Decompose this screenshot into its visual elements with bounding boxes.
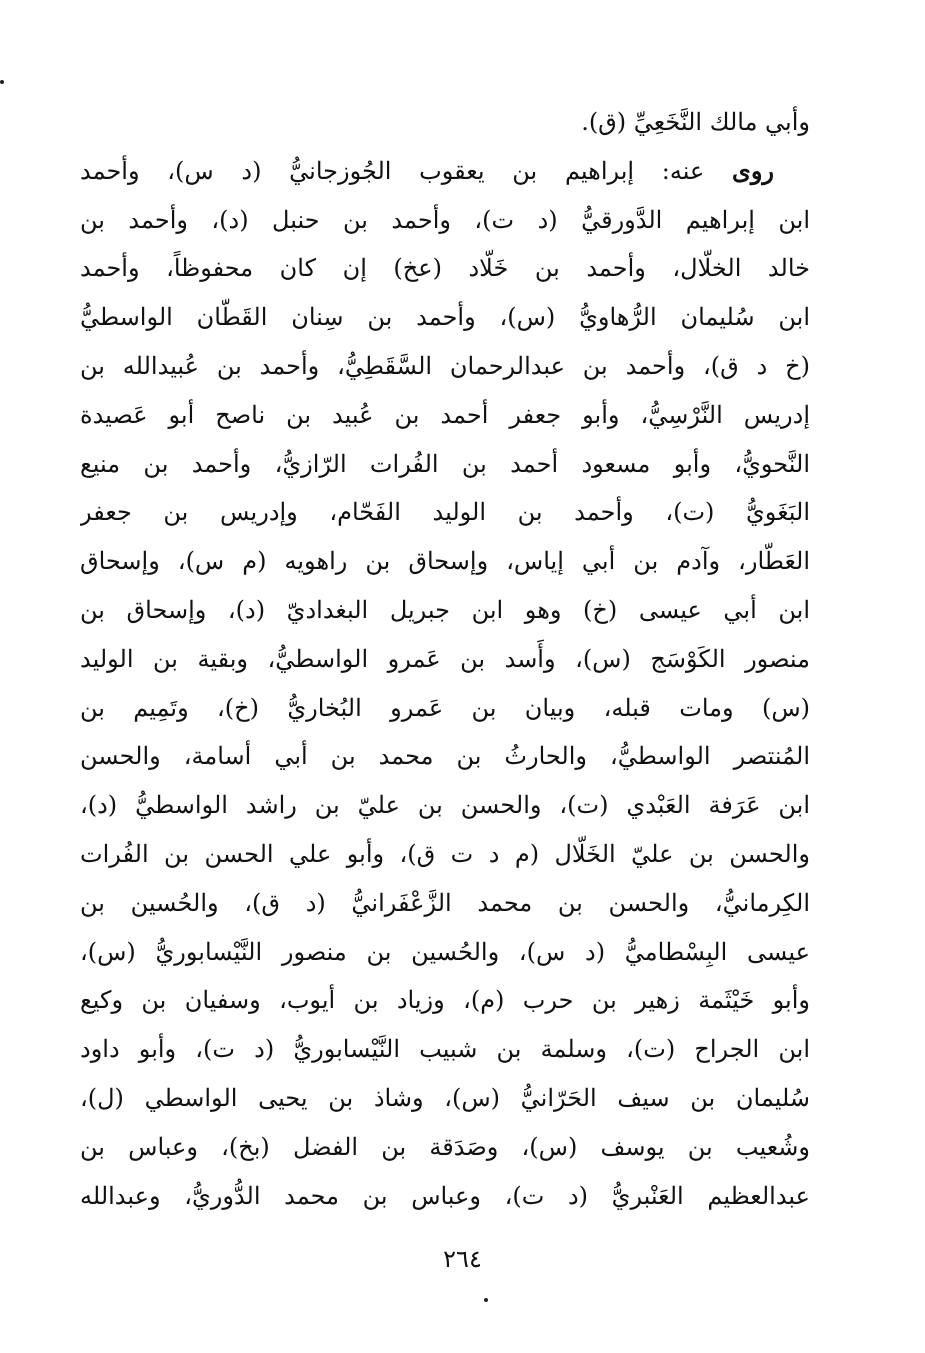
text-line-23: عبدالعظيم العَنْبريُّ (د ت)، وعباس بن محمد الدُّوريُّ، وعبدالله	[80, 1181, 810, 1210]
text-line-19: وأبو خَيْثَمة زهير بن حرب (م)، وزياد بن أيوب، وسفيان بن وكيع	[80, 986, 810, 1015]
text-line-12: منصور الكَوْسَج (س)، وأَسد بن عَمرو الواسطيُّ، وبقية بن الوليد	[80, 644, 810, 673]
page-number: ٢٦٤	[443, 1245, 482, 1273]
text-line-21: سُليمان بن سيف الحَرّانيُّ (س)، وشاذ بن يحيى الواسطي (ل)،	[80, 1083, 810, 1112]
text-line-11: ابن أبي عيسى (خ) وهو ابن جبريل البغداديّ (د)، وإسحاق بن	[80, 595, 810, 624]
text-line-7: إدريس النَّرْسِيُّ، وأبو جعفر أحمد بن عُبيد بن ناصح أبو عَصيدة	[80, 400, 810, 429]
text-line-6: (خ د ق)، وأحمد بن عبدالرحمان السَّقَطِيُّ، وأحمد بن عُبيدالله بن	[80, 351, 810, 380]
text-line-22: وشُعيب بن يوسف (س)، وصَدَقة بن الفضل (بخ)، وعباس بن	[80, 1132, 810, 1161]
text-line-10: العَطّار، وآدم بن أبي إياس، وإسحاق بن راهويه (م س)، وإسحاق	[80, 547, 810, 576]
text-line-13: (س) ومات قبله، وبيان بن عَمرو البُخاريُّ (خ)، وتَمِيم بن	[80, 693, 810, 722]
text-line-5: ابن سُليمان الرُّهاويُّ (س)، وأحمد بن سِنان القَطّان الواسطيُّ	[80, 303, 810, 332]
text-line-17: الكِرمانيُّ، والحسن بن محمد الزَّعْفَرانيُّ (د ق)، والحُسين بن	[80, 888, 810, 917]
body-text	[80, 98, 810, 1220]
text-line-20: ابن الجراح (ت)، وسلمة بن شبيب النَّيْسابوريُّ (د ت)، وأبو داود	[80, 1035, 810, 1064]
margin-mark	[0, 80, 4, 84]
text-line-4: خالد الخلّال، وأحمد بن خَلّاد (عخ) إن كان محفوظاً، وأحمد	[80, 254, 810, 283]
text-line-1: وأبي مالك النَّخَعِيِّ (ق).	[581, 108, 810, 136]
text-line-15: ابن عَرَفة العَبْدي (ت)، والحسن بن عليّ بن راشد الواسطيُّ (د)،	[80, 791, 810, 820]
lead-label: روى	[732, 155, 774, 185]
text-line-18: عيسى البِسْطاميُّ (د س)، والحُسين بن منصور النَّيْسابوريُّ (س)،	[80, 937, 810, 966]
text-line-14: المُنتصر الواسطيُّ، والحارثُ بن محمد بن أبي أسامة، والحسن	[80, 742, 810, 771]
text-line-2: روى عنه: إبراهيم بن يعقوب الجُوزجانيُّ (د س)، وأحمد	[80, 155, 774, 185]
text-line-16: والحسن بن عليّ الخَلّال (م د ت ق)، وأبو علي الحسن بن الفُرات	[80, 839, 810, 868]
text-line-3: ابن إبراهيم الدَّورقيُّ (د ت)، وأحمد بن حنبل (د)، وأحمد بن	[80, 205, 810, 234]
footer-mark	[484, 1298, 488, 1302]
text-line-9: البَغَويُّ (ت)، وأحمد بن الوليد الفَحّام، وإدريس بن جعفر	[80, 498, 810, 527]
text-line-8: النَّحويُّ، وأبو مسعود أحمد بن الفُرات الرّازيُّ، وأحمد بن منيع	[80, 449, 810, 478]
